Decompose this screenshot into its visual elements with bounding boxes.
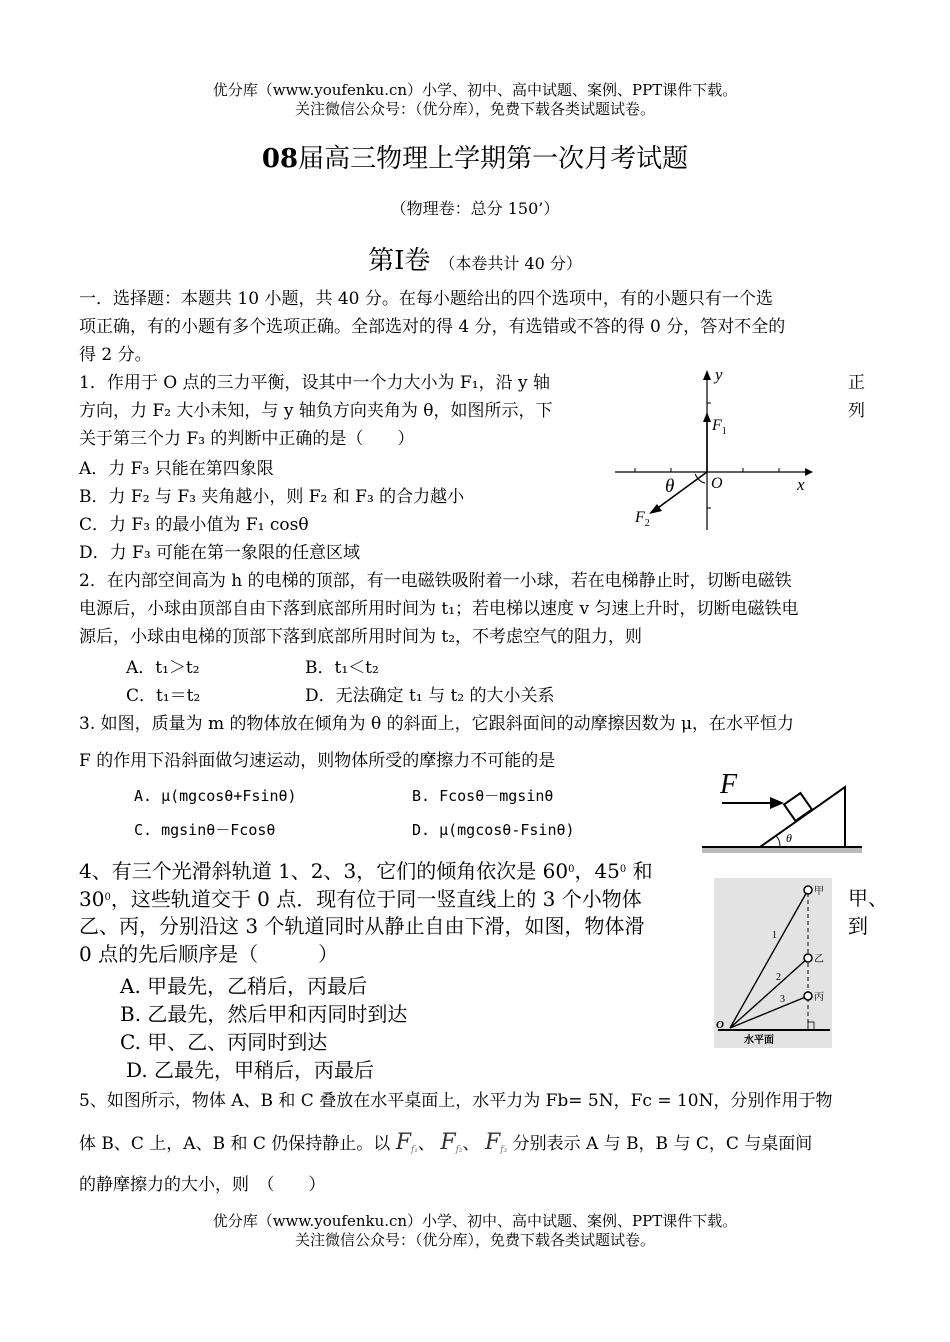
q4-fig-ground: 水平面 — [744, 1035, 774, 1046]
q3-line-2: F 的作用下沿斜面做匀速运动，则物体所受的摩擦力不可能的是 — [79, 751, 556, 771]
q4-option-a: A. 甲最先，乙稍后，丙最后 — [120, 974, 368, 998]
q4-degree-2: 0 — [619, 864, 627, 875]
q4-fig-bing: 丙 — [814, 992, 824, 1003]
q4-fig-track-3: 3 — [780, 994, 785, 1005]
q1-option-c: C．力 F₃ 的最小值为 F₁ cosθ — [79, 515, 309, 535]
q2-option-c: C．t₁＝t₂ — [126, 686, 201, 706]
q4-line-3: 乙、丙，分别沿这 3 个轨道同时从静止自由下滑，如图，物体滑 — [79, 914, 645, 938]
volume-title: 第Ⅰ卷 — [368, 246, 431, 276]
q1-fig-y-label: y — [715, 365, 723, 384]
q1-fig-f1-label: $F_1$ — [712, 417, 727, 437]
q4-line-4: 0 点的先后顺序是（ ） — [79, 942, 339, 966]
header-line-1: 优分库（www.youfenku.cn）小学、初中、高中试题、案例、PPT课件下载。 — [212, 81, 738, 99]
q3-incline-diagram — [700, 765, 870, 860]
q5-friction-1: $F_{f_1}$ — [395, 1130, 418, 1155]
q1-option-d: D．力 F₃ 可能在第一象限的任意区域 — [79, 543, 361, 563]
header-line-2: 关注微信公众号：（优分库），免费下载各类试题试卷。 — [294, 100, 655, 118]
q3-fig-force-label: F — [720, 769, 738, 800]
section1-line-1: 一．选择题：本题共 10 小题，共 40 分。在每小题给出的四个选项中，有的小题只有一个选 — [79, 289, 773, 309]
exam-title-number: 08 — [261, 144, 299, 174]
q4-option-b: B. 乙最先，然后甲和丙同时到达 — [120, 1002, 408, 1026]
q3-fig-theta-label: θ — [786, 831, 792, 845]
q4-fig-jia: 甲 — [814, 886, 824, 897]
q2-option-b: B．t₁＜t₂ — [305, 658, 379, 678]
footer-line-2: 关注微信公众号：（优分库），免费下载各类试题试卷。 — [294, 1231, 655, 1249]
q1-tail-1: 正 — [848, 373, 865, 393]
q1-line-2: 方向，力 F₂ 大小未知，与 y 轴负方向夹角为 θ，如图所示，下 — [79, 401, 553, 421]
q4-line-2: $30^0$，这些轨道交于 0 点．现有位于同一竖直线上的 3 个小物体 — [79, 887, 642, 911]
section1-line-2: 项正确，有的小题有多个选项正确。全部选对的得 4 分，有选错或不答的得 0 分，答对不全的 — [79, 317, 786, 337]
q5-line-3: 的静摩擦力的大小，则 （ ） — [79, 1175, 326, 1195]
q1-fig-origin-label: O — [711, 475, 723, 492]
q1-option-b: B．力 F₂ 与 F₃ 夹角越小，则 F₂ 和 F₃ 的合力越小 — [79, 487, 465, 507]
q2-option-a: A．t₁＞t₂ — [126, 658, 200, 678]
q4-degree-3: 0 — [104, 892, 111, 903]
q4-fig-yi: 乙 — [814, 954, 824, 965]
q3-option-c: C. mgsinθ－Fcosθ — [134, 821, 276, 839]
q2-line-1: 2．在内部空间高为 h 的电梯的顶部，有一电磁铁吸附着一小球，若在电梯静止时，切断电磁铁 — [79, 571, 792, 591]
q1-option-a: A．力 F₃ 只能在第四象限 — [79, 459, 274, 479]
q1-tail-2: 列 — [848, 401, 865, 421]
q5-friction-2: $F_{f_2}$ — [440, 1130, 463, 1155]
q1-fig-x-label: x — [797, 475, 805, 494]
q4-tail-2: 甲、 — [848, 886, 888, 910]
q4-degree-1: 0 — [568, 864, 575, 875]
section1-line-3: 得 2 分。 — [79, 345, 152, 365]
q3-option-d: D. μ(mgcosθ-Fsinθ) — [412, 821, 575, 839]
q2-option-d: D．无法确定 t₁ 与 t₂ 的大小关系 — [305, 686, 555, 706]
q2-line-3: 源后，小球由电梯的顶部下落到底部所用时间为 t₂，不考虑空气的阻力，则 — [79, 627, 643, 647]
exam-title — [0, 138, 950, 175]
q3-line-1: 3. 如图，质量为 m 的物体放在倾角为 θ 的斜面上，它跟斜面间的动摩擦因数为 μ，在水平恒力 — [79, 714, 795, 734]
q4-option-d: D. 乙最先，甲稍后，丙最后 — [126, 1058, 375, 1082]
volume-note: （本卷共计 40 分） — [447, 254, 582, 273]
q4-tracks-diagram — [714, 878, 832, 1048]
q1-force-diagram — [605, 360, 815, 535]
q4-fig-track-1: 1 — [772, 930, 777, 941]
volume-heading — [0, 240, 950, 277]
footer-line-1: 优分库（www.youfenku.cn）小学、初中、高中试题、案例、PPT课件下载。 — [212, 1212, 738, 1230]
exam-subtitle: （物理卷：总分 150’） — [390, 199, 560, 218]
q1-fig-theta-label: θ — [665, 476, 675, 497]
q4-option-c: C. 甲、乙、丙同时到达 — [120, 1030, 328, 1054]
q1-line-1: 1．作用于 O 点的三力平衡，设其中一个力大小为 F₁，沿 y 轴 — [79, 373, 550, 393]
q4-tail-3: 到 — [848, 914, 868, 938]
q1-fig-f2-label: $F_2$ — [635, 509, 650, 529]
q3-option-a: A. μ(mgcosθ+Fsinθ) — [134, 787, 297, 805]
q5-line-1: 5、如图所示，物体 A、B 和 C 叠放在水平桌面上，水平力为 Fb= 5N，Fc = 10N，分别作用于物 — [79, 1091, 833, 1111]
q2-line-2: 电源后，小球由顶部自由下落到底部所用时间为 t₁；若电梯以速度 v 匀速上升时，切断电磁铁电 — [79, 599, 799, 619]
q4-line-1: 4、有三个光滑斜轨道 1、2、3，它们的倾角依次是 $60^0$，$45^0$ 和 — [79, 859, 653, 883]
q4-fig-track-2: 2 — [776, 972, 781, 983]
q1-line-3: 关于第三个力 F₃ 的判断中正确的是（ ） — [79, 429, 415, 449]
q3-option-b: B. Fcosθ－mgsinθ — [412, 787, 554, 805]
exam-title-text: 届高三物理上学期第一次月考试题 — [298, 144, 689, 174]
q4-fig-origin: O — [716, 1019, 724, 1031]
q5-friction-3: $F_{f_3}$ — [484, 1130, 508, 1155]
q5-line-2: 体 B、C 上，A、B 和 C 仍保持静止。以 $F_{f_1}$、 $F_{f_2}$、 $F_{f_3}$ 分别表示 A 与 B，B 与 C，C 与桌面间 — [79, 1130, 813, 1155]
